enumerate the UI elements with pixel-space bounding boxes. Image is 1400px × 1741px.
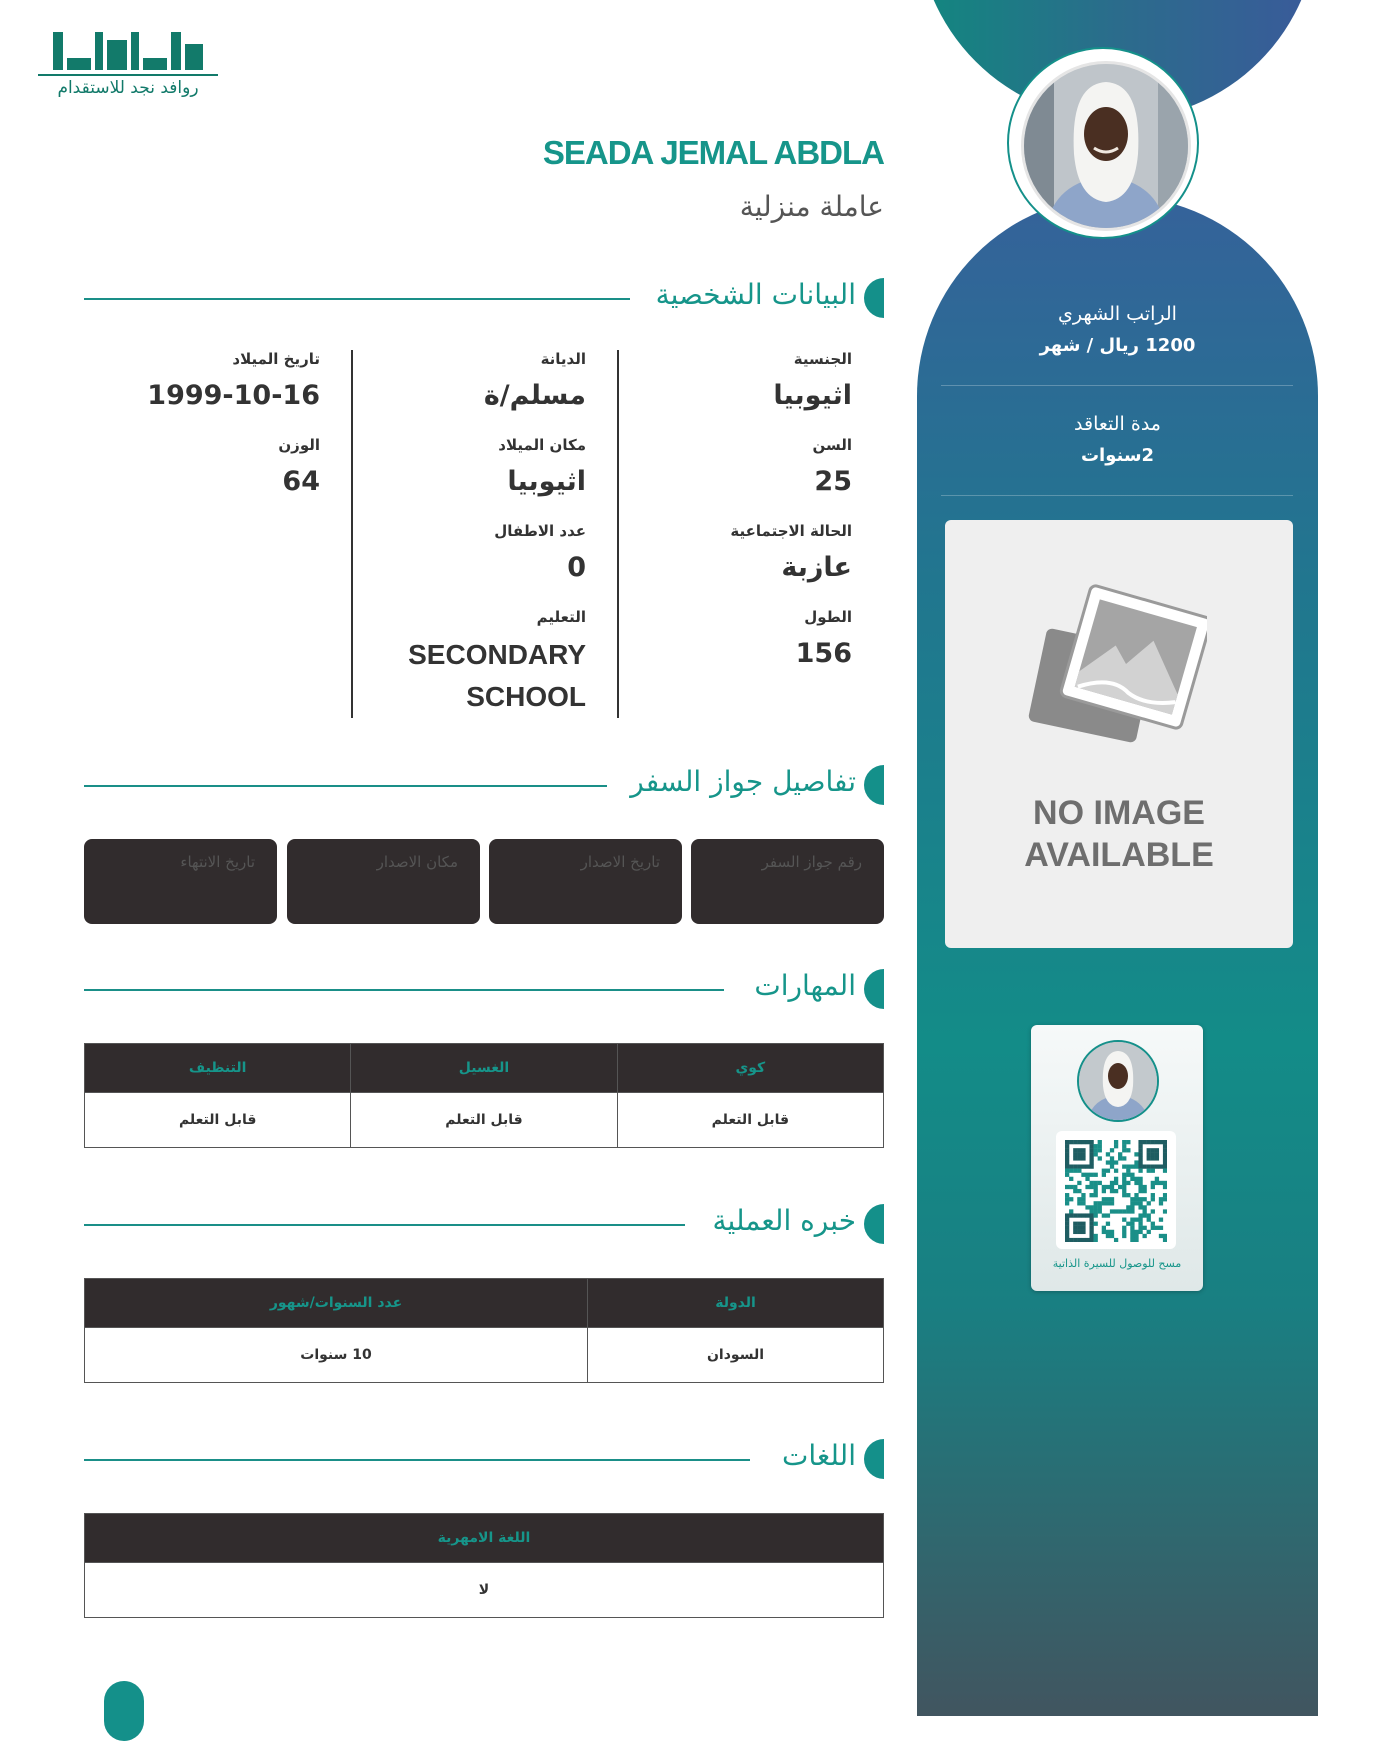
weight-value: 64 <box>282 466 320 497</box>
section-skills <box>84 967 884 1011</box>
nationality-value: اثيوبيا <box>773 380 852 411</box>
table-header-row <box>85 1044 884 1093</box>
passport-number-box <box>691 839 884 924</box>
section-tab-icon <box>864 969 884 1009</box>
birthplace-value: اثيوبيا <box>507 466 586 497</box>
section-title: اللغات <box>782 1439 856 1472</box>
section-divider <box>84 1224 685 1226</box>
table-header-cell: التنظيف <box>85 1044 351 1093</box>
qr-card[interactable] <box>1031 1025 1203 1291</box>
section-divider <box>84 785 607 787</box>
experience-table <box>84 1278 884 1383</box>
table-row <box>85 1328 884 1383</box>
section-divider <box>84 298 630 300</box>
table-cell: قابل التعلم <box>85 1093 351 1148</box>
company-logo <box>38 26 218 106</box>
table-header-cell: عدد السنوات/شهور <box>85 1279 588 1328</box>
personal-col-2 <box>354 350 586 718</box>
personal-col-3 <box>88 350 320 522</box>
section-experience <box>84 1202 884 1246</box>
table-row <box>85 1093 884 1148</box>
table-row <box>85 1563 884 1618</box>
section-tab-icon <box>864 1204 884 1244</box>
nationality-label: الجنسية <box>793 350 852 368</box>
qr-code-frame <box>1056 1131 1176 1249</box>
job-title: عاملة منزلية <box>739 190 884 223</box>
qr-caption: مسح للوصول للسيرة الذاتية <box>1052 1257 1182 1270</box>
sidebar-divider <box>941 495 1293 496</box>
age-value: 25 <box>814 466 852 497</box>
languages-table <box>84 1513 884 1618</box>
table-cell: السودان <box>588 1328 884 1383</box>
section-title: خبره العملية <box>712 1204 856 1237</box>
children-value: 0 <box>567 552 586 583</box>
table-cell: 10 سنوات <box>85 1328 588 1383</box>
table-header-cell: كوي <box>617 1044 883 1093</box>
passport-issue-date-label: تاريخ الاصدار <box>580 853 660 871</box>
salary-label: الراتب الشهري <box>1058 303 1177 325</box>
logo-mark <box>38 26 218 70</box>
contract-value: 2سنوات <box>1080 445 1155 466</box>
no-image-text <box>945 792 1293 876</box>
birthplace-label: مكان الميلاد <box>498 436 586 454</box>
height-value: 156 <box>795 638 852 669</box>
marital-value: عازبة <box>781 552 852 583</box>
no-image-line-1: NO IMAGE <box>1033 794 1205 832</box>
birthdate-label: تاريخ الميلاد <box>232 350 320 368</box>
no-image-placeholder <box>945 520 1293 948</box>
table-header-cell: الدولة <box>588 1279 884 1328</box>
section-divider <box>84 989 724 991</box>
children-label: عدد الاطفال <box>494 522 586 540</box>
sidebar-divider <box>941 385 1293 386</box>
column-divider <box>617 350 619 718</box>
education-value: SECONDARY SCHOOL <box>408 639 586 712</box>
qr-code-icon[interactable] <box>1065 1140 1167 1242</box>
section-tab-icon <box>864 1439 884 1479</box>
religion-value: مسلم/ة <box>483 380 586 411</box>
education-label: التعليم <box>536 608 586 626</box>
table-header-row <box>85 1514 884 1563</box>
religion-label: الديانة <box>540 350 586 368</box>
section-title: تفاصيل جواز السفر <box>630 765 856 798</box>
table-cell: لا <box>85 1563 884 1618</box>
salary-value: 1200 ريال / شهر <box>1039 335 1196 356</box>
table-cell: قابل التعلم <box>351 1093 617 1148</box>
contract-label: مدة التعاقد <box>1074 413 1161 435</box>
passport-issue-date-box <box>489 839 682 924</box>
profile-photo <box>1021 61 1191 231</box>
marital-label: الحالة الاجتماعية <box>730 522 852 540</box>
section-divider <box>84 1459 750 1461</box>
picture-icon <box>1027 582 1207 752</box>
person-avatar-icon <box>1024 64 1188 228</box>
section-title: البيانات الشخصية <box>655 278 856 311</box>
birthdate-value: 1999-10-16 <box>147 380 320 411</box>
weight-label: الوزن <box>278 436 320 454</box>
section-title: المهارات <box>754 969 856 1002</box>
table-header-row <box>85 1279 884 1328</box>
table-header-cell: الغسيل <box>351 1044 617 1093</box>
skills-table <box>84 1043 884 1148</box>
height-label: الطول <box>804 608 852 626</box>
section-languages <box>84 1437 884 1481</box>
passport-number-label: رقم جواز السفر <box>761 853 862 871</box>
age-label: السن <box>812 436 852 454</box>
section-tab-icon <box>864 278 884 318</box>
table-cell: قابل التعلم <box>617 1093 883 1148</box>
passport-expiry-box <box>84 839 277 924</box>
personal-col-1 <box>620 350 852 694</box>
section-tab-icon <box>864 765 884 805</box>
qr-card-avatar <box>1077 1040 1159 1122</box>
passport-issue-place-label: مكان الاصدار <box>376 853 458 871</box>
logo-text: روافد نجد للاستقدام <box>57 78 199 98</box>
section-passport <box>84 763 884 807</box>
person-avatar-icon <box>1079 1042 1157 1120</box>
passport-expiry-label: تاريخ الانتهاء <box>180 853 255 871</box>
passport-issue-place-box <box>287 839 480 924</box>
no-image-line-2: AVAILABLE <box>1024 836 1214 874</box>
section-personal <box>84 276 884 320</box>
decorative-pill <box>104 1681 144 1741</box>
column-divider <box>351 350 353 718</box>
candidate-name: SEADA JEMAL ABDLA <box>542 134 884 171</box>
table-header-cell: اللغة الامهرية <box>85 1514 884 1563</box>
